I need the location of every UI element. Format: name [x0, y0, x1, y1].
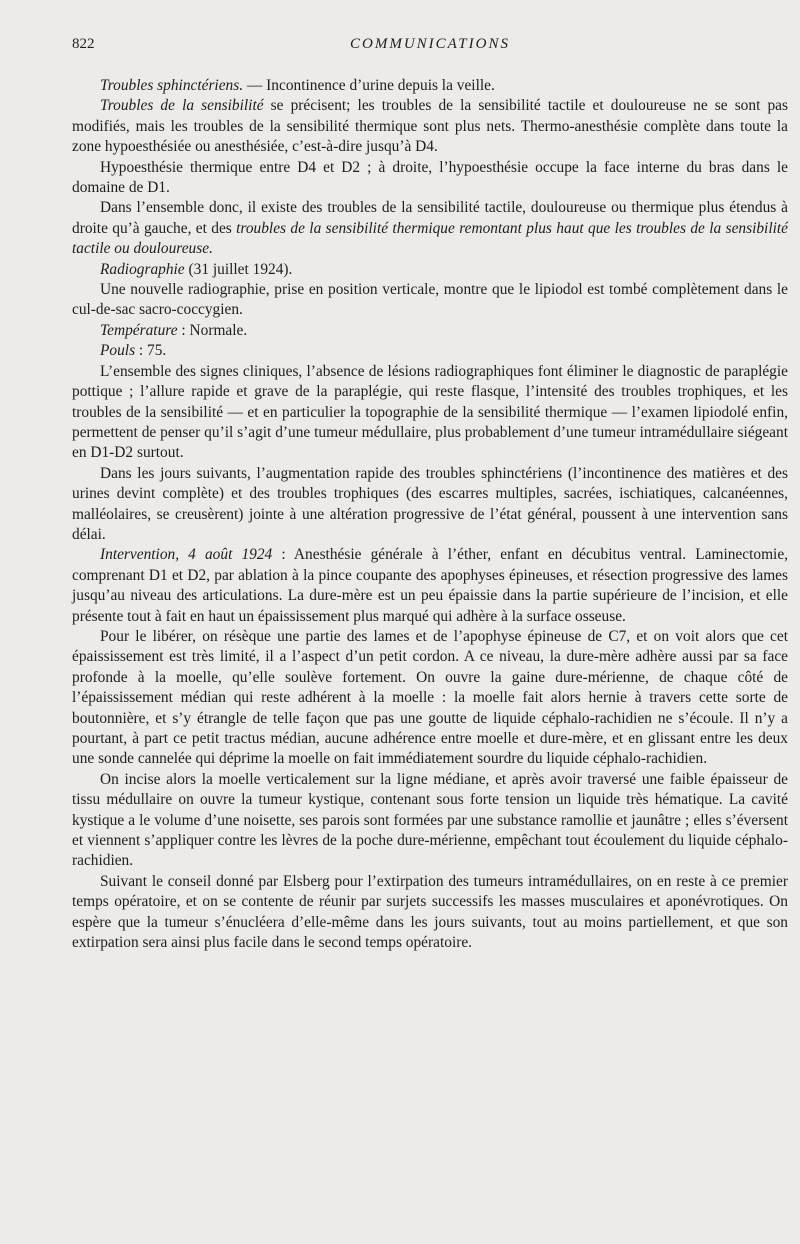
paragraph-lead: Troubles sphinctériens. — [100, 77, 244, 94]
paragraph — [72, 96, 788, 157]
paragraph-lead: Radiographie — [100, 260, 185, 278]
paragraph-lead: Température — [100, 321, 178, 339]
paragraph-text: L’ensemble des signes cliniques, l’absence de lésions radiographiques font éliminer le diagnostic de paraplégie pottique ; l’allure rapide et grave de la paraplégie, qui reste flasque, l’intensité des troubles trophiques, et les troubles de la sensibilité — et en particulier la topographie de la sensibilité thermique — l’examen lipiodolé enfin, permettent de penser qu’il s’agit d’une tumeur médullaire, plus probablement d’une tumeur intramédullaire siégeant en D1-D2 surtout. — [72, 362, 788, 462]
page-number: 822 — [72, 36, 95, 52]
paragraph — [72, 872, 788, 954]
paragraph-text: (31 juillet 1924). — [184, 260, 293, 278]
body-text — [72, 76, 788, 953]
paragraph-text: On incise alors la moelle verticalement sur la ligne médiane, et après avoir traversé une faible épaisseur de tissu médullaire on ouvre la tumeur kystique, contenant sous forte tension un liquide très hématique. La cavité kystique a le volume d’une noisette, ses parois sont formées par une substance ramollie et jaunâtre ; elles s’éversent et viennent s’appliquer contre les lèvres de la poche dure-mérienne, empêchant tout écoulement du liquide céphalo-rachidien. — [72, 770, 788, 870]
page-header — [72, 36, 788, 58]
paragraph-text: se précisent; les troubles de la sensibilité tactile et douloureuse ne se sont pas modifiés, mais les troubles de la sensibilité thermique sont plus nets. Thermo-anesthésie complète dans toute la zone hypoesthésiée ou anesthésiée, c’est-à-dire jusqu’à D4. — [72, 97, 788, 156]
paragraph — [72, 770, 788, 872]
paragraph-text: Dans l’ensemble donc, il existe des troubles de la sensibilité tactile, douloureuse ou thermique plus étendus à droite qu’à gauche, et des — [72, 199, 788, 237]
running-title: COMMUNICATIONS — [350, 36, 510, 52]
paragraph-text: Dans les jours suivants, l’augmentation rapide des troubles sphinctériens (l’incontinence des matières et des urines devint complète) et des troubles trophiques (des escarres multiples, sacrées, ischiatiques, calcanéennes, malléolaires, se creusèrent) jointe à une altération progressive de l’état général, poussent à une intervention sans délai. — [72, 464, 788, 543]
paragraph-emphasis: troubles de la sensibilité thermique remontant plus haut que les troubles de la sensibilité tactile ou douloureuse. — [72, 219, 788, 258]
paragraph — [72, 260, 788, 280]
paragraph — [72, 280, 788, 321]
paragraph — [72, 158, 788, 199]
paragraph — [72, 545, 788, 627]
paragraph — [72, 362, 788, 464]
paragraph-text: — Incontinence d’urine depuis la veille. — [243, 77, 495, 94]
paragraph-text: : Normale. — [177, 321, 248, 339]
paragraph — [72, 76, 788, 96]
paragraph-text: Pour le libérer, on résèque une partie des lames et de l’apophyse épineuse de C7, et on voit alors que cet épaississement est très limité, il a l’aspect d’un petit cordon. A ce niveau, la dure-mère adhère aussi par sa face profonde à la moelle, qu’elle soulève fortement. On ouvre la gaine dure-mérienne, de chaque côté de l’épaississement médian qui reste adhérent à la moelle : la moelle fait alors hernie à travers cette sorte de boutonnière, et s’y étrangle de telle façon que pas une goutte de liquide céphalo-rachidien ne s’écoule. Il n’y a pourtant, à part ce petit tractus médian, aucune adhérence entre moelle et dure-mère, et en glissant entre les deux une sonde cannelée qui déprime la moelle on fait immédiatement sourdre du liquide céphalo-rachidien. — [72, 627, 788, 768]
paragraph — [72, 198, 788, 259]
paragraph-text: Suivant le conseil donné par Elsberg pour l’extirpation des tumeurs intramédullaires, on en reste à ce premier temps opératoire, et on se contente de réunir par surjets successifs les masses musculaires et aponévrotiques. On espère que la tumeur s’énucléera d’elle-même dans les jours suivants, tout au moins partiellement, et que son extirpation sera ainsi plus facile dans le second temps opératoire. — [72, 872, 788, 952]
paragraph-text: : 75. — [135, 342, 167, 360]
paragraph-text: Hypoesthésie thermique entre D4 et D2 ; à droite, l’hypoesthésie occupe la face interne du bras dans le domaine de D1. — [72, 158, 788, 197]
paragraph-text: Une nouvelle radiographie, prise en position verticale, montre que le lipiodol est tombé complètement dans le cul-de-sac sacro-coccygien. — [72, 281, 788, 319]
paragraph — [72, 464, 788, 546]
paragraph-lead: Intervention, 4 août 1924 — [100, 546, 273, 564]
paragraph-text: : Anesthésie générale à l’éther, enfant en décubitus ventral. Laminectomie, comprenant D1 et D2, par ablation à la pince coupante des apophyses épineuses, et résection progressive des lames jusqu’au niveau des articulations. La dure-mère est un peu épaissie dans la partie supérieure de l’incision, et elle présente tout à fait en haut un épaississement plus marqué qui adhère à la surface osseuse. — [72, 546, 788, 625]
paragraph-lead: Troubles de la sensibilité — [100, 97, 264, 115]
paragraph — [72, 627, 788, 770]
paragraph — [72, 321, 788, 341]
paragraph-lead: Pouls — [100, 342, 136, 360]
paragraph — [72, 341, 788, 361]
